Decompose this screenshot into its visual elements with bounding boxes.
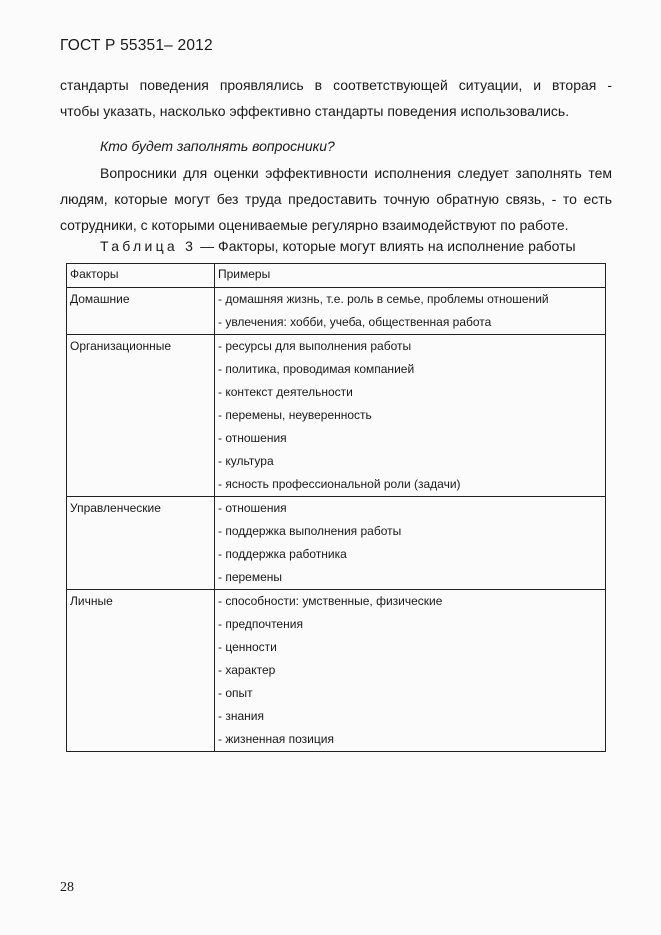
example-item: - ценности: [218, 640, 277, 654]
paragraph-line: сотрудники, с которыми оцениваемые регулярно взаимодействуют по работе.: [60, 217, 569, 233]
example-item: - поддержка работника: [218, 547, 347, 561]
page-number: 28: [60, 880, 74, 895]
examples-cell: [215, 335, 606, 497]
example-item: - политика, проводимая компанией: [218, 362, 415, 376]
table-caption: [100, 238, 576, 254]
table-row: [67, 497, 606, 590]
example-item: - знания: [218, 709, 264, 723]
paragraph-line: стандарты поведения проявлялись в соответствующей ситуации, и вторая -: [60, 77, 612, 93]
example-item: - ясность профессиональной роли (задачи): [218, 477, 461, 491]
example-item: - домашняя жизнь, т.е. роль в семье, проблемы отношений: [218, 292, 549, 306]
example-item: - перемены, неуверенность: [218, 408, 372, 422]
example-item: - ресурсы для выполнения работы: [218, 339, 412, 353]
table-caption-label: Таблица 3: [100, 238, 197, 254]
section-question: Кто будет заполнять вопросники?: [100, 138, 335, 154]
factor-cell: [67, 590, 215, 752]
header-examples: Примеры: [215, 264, 606, 288]
table-row: [67, 288, 606, 335]
paragraph-line: Вопросники для оценки эффективности исполнения следует заполнять тем: [100, 165, 612, 181]
example-item: - увлечения: хобби, учеба, общественная работа: [218, 315, 492, 329]
header-factors: Факторы: [67, 264, 215, 288]
factor-cell: [67, 288, 215, 335]
example-item: - поддержка выполнения работы: [218, 524, 402, 538]
example-item: - характер: [218, 663, 276, 677]
example-item: - жизненная позиция: [218, 732, 334, 746]
examples-cell: [215, 590, 606, 752]
paragraph-line: чтобы указать, насколько эффективно стандарты поведения использовались.: [60, 103, 570, 119]
factor-cell: [67, 497, 215, 590]
example-item: - отношения: [218, 501, 287, 515]
paragraph-standards: [60, 72, 612, 124]
factor-name: Организационные: [70, 339, 172, 353]
paragraph-questionnaires: [60, 160, 612, 238]
table-row: [67, 590, 606, 752]
factor-name: Домашние: [70, 292, 130, 306]
factors-table: [66, 263, 606, 752]
factor-name: Личные: [70, 594, 113, 608]
example-item: - предпочтения: [218, 617, 303, 631]
paragraph-line: людям, которые могут без труда предоставить точную обратную связь, - то есть: [60, 191, 612, 207]
example-item: - способности: умственные, физические: [218, 594, 443, 608]
example-item: - контекст деятельности: [218, 385, 353, 399]
example-item: - отношения: [218, 431, 287, 445]
table-row: [67, 335, 606, 497]
example-item: - перемены: [218, 570, 283, 584]
table-caption-text: — Факторы, которые могут влиять на исполнение работы: [196, 238, 576, 254]
examples-cell: [215, 497, 606, 590]
factor-name: Управленческие: [70, 501, 161, 515]
document-header: ГОСТ Р 55351– 2012: [60, 37, 213, 54]
example-item: - культура: [218, 454, 274, 468]
factor-cell: [67, 335, 215, 497]
examples-cell: [215, 288, 606, 335]
table-header-row: [67, 264, 606, 288]
example-item: - опыт: [218, 686, 253, 700]
